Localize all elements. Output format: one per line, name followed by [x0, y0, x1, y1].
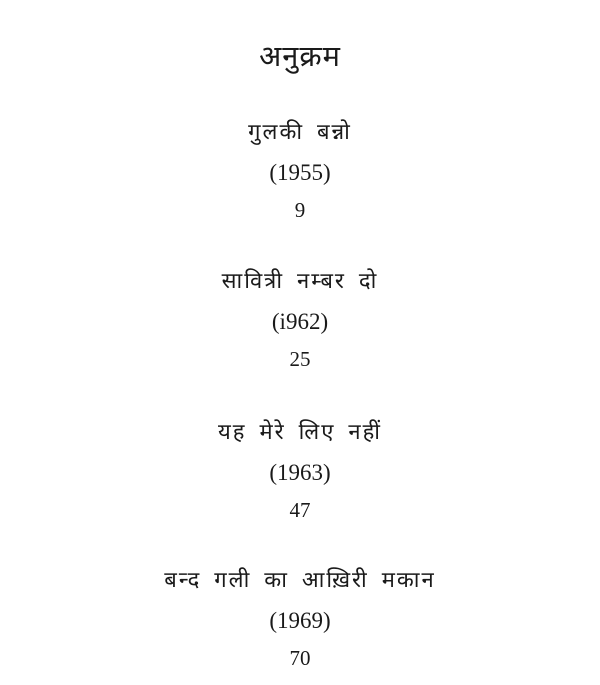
- toc-entry: [0, 116, 600, 224]
- entry-title: सावित्री नम्बर दो: [221, 269, 379, 294]
- entry-year: (1969): [269, 608, 331, 633]
- entry-year: (1955): [269, 160, 331, 185]
- toc-entry: [0, 416, 600, 524]
- toc-entry: [0, 265, 600, 373]
- contents-heading: अनुक्रम: [259, 39, 341, 73]
- entry-title: गुलकी बन्नो: [248, 120, 352, 145]
- entry-title: यह मेरे लिए नहीं: [218, 420, 382, 445]
- toc-entry: [0, 564, 600, 672]
- entry-year: (i962): [271, 309, 329, 334]
- entry-year: (1963): [269, 460, 331, 485]
- entry-title: बन्द गली का आख़िरी मकान: [164, 568, 436, 593]
- entry-page-number: 47: [289, 498, 311, 522]
- entry-page-number: 9: [294, 198, 306, 222]
- entry-page-number: 70: [289, 646, 311, 670]
- entry-page-number: 25: [289, 347, 311, 371]
